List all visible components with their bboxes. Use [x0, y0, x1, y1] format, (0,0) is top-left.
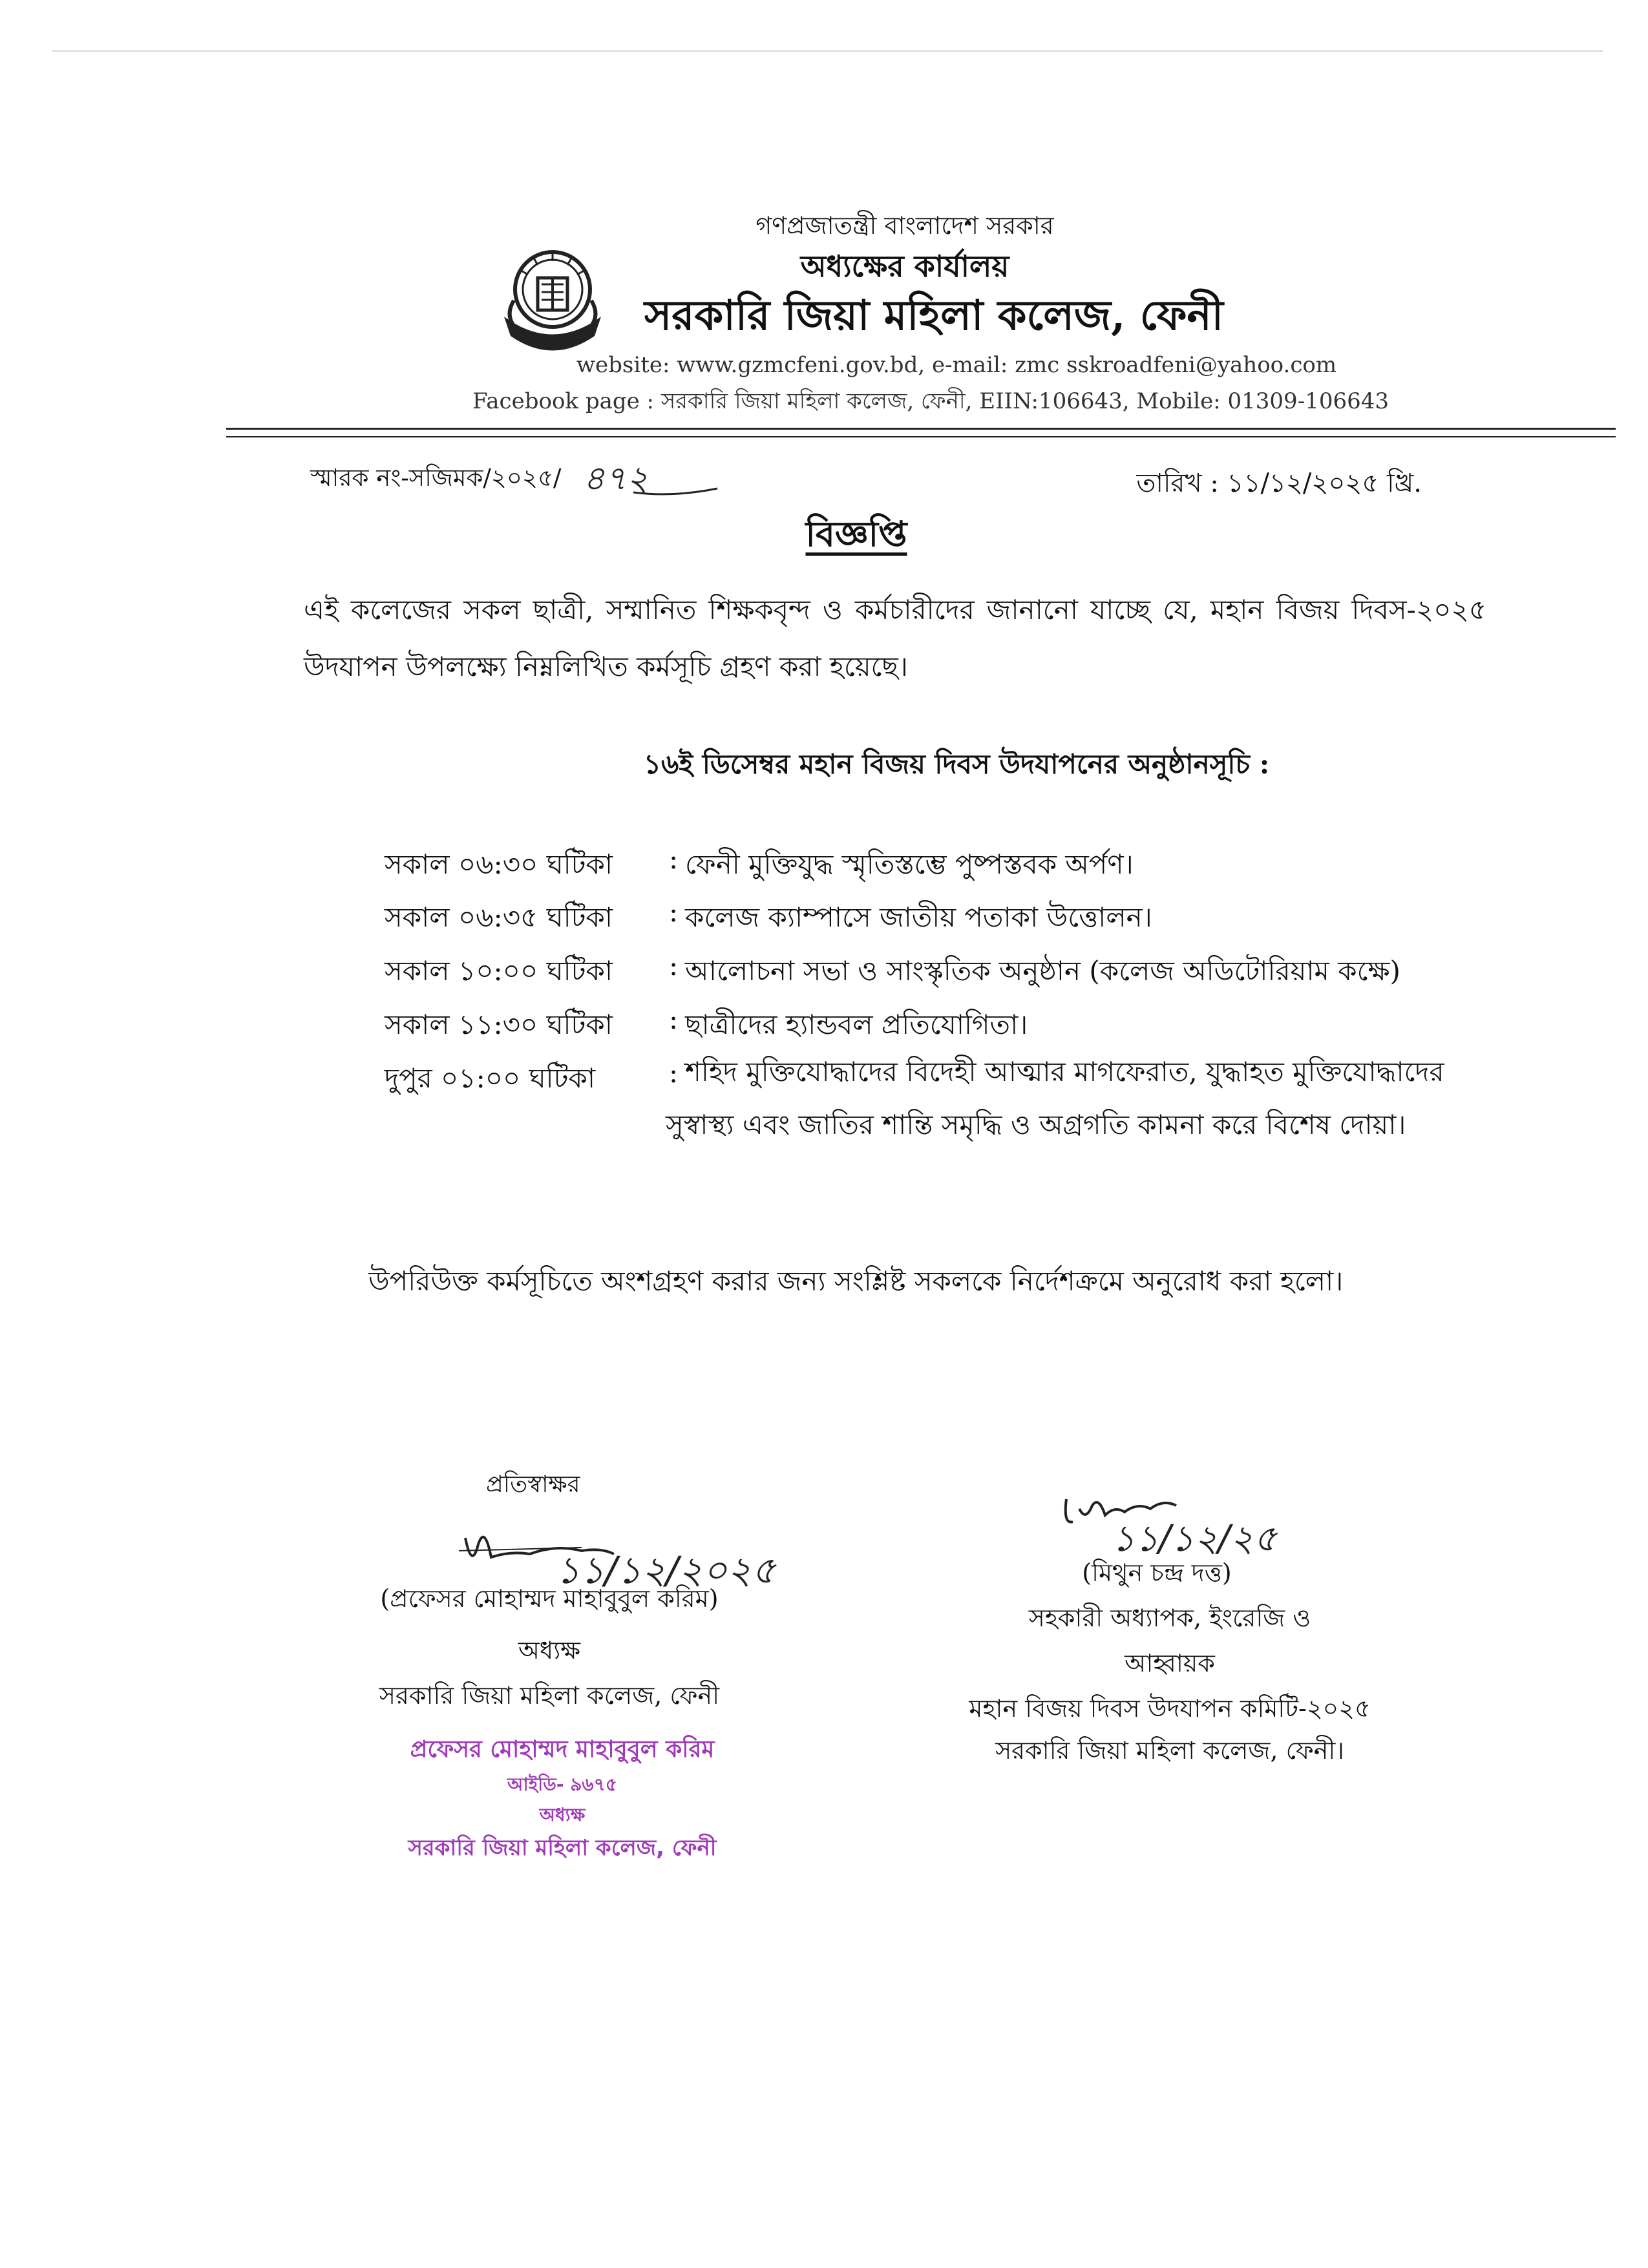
- facebook-line: Facebook page : সরকারি জিয়া মহিলা কলেজ, ফেনী, EIIN:106643, Mobile: 01309-106643: [472, 388, 1389, 414]
- schedule-title: ১৬ই ডিসেম্বর মহান বিজয় দিবস উদযাপনের অনুষ্ঠানসূচি :: [643, 748, 1270, 780]
- stamp-id: আইডি- ৯৬৭৫: [507, 1774, 617, 1795]
- college-name: সরকারি জিয়া মহিলা কলেজ, ফেনী: [644, 291, 1223, 340]
- schedule-colon: :: [669, 1003, 679, 1035]
- convener-organization: সরকারি জিয়া মহিলা কলেজ, ফেনী।: [995, 1736, 1344, 1765]
- intro-paragraph: এই কলেজের সকল ছাত্রী, সম্মানিত শিক্ষকবৃন্দ ও কর্মচারীদের জানানো যাচ্ছে যে, মহান বিজয় দিবস-২০২৫ উদযাপন উপলক্ষ্যে নিম্নলিখিত কর্মসূচি গ্রহণ করা হয়েছে।: [304, 594, 1486, 682]
- schedule-time: সকাল ১১:৩০ ঘটিকা: [385, 1009, 613, 1040]
- convener-designation: সহকারী অধ্যাপক, ইংরেজি ও: [1028, 1604, 1311, 1632]
- notice-date: তারিখ : ১১/১২/২০২৫ খ্রি.: [1136, 468, 1422, 498]
- header-divider-secondary: [226, 436, 1616, 437]
- convener-name: (মিথুন চন্দ্র দত্ত): [1082, 1559, 1232, 1587]
- schedule-time: সকাল ০৬:৩৫ ঘটিকা: [385, 901, 613, 933]
- schedule-desc: শহিদ মুক্তিযোদ্ধাদের বিদেহী আত্মার মাগফেরাত, যুদ্ধাহত মুক্তিযোদ্ধাদের সুস্বাস্থ্য এবং জাতির শান্তি সমৃদ্ধি ও অগ্রগতি কামনা করে বিশেষ দোয়া।: [666, 1056, 1444, 1140]
- schedule-desc: আলোচনা সভা ও সাংস্কৃতিক অনুষ্ঠান (কলেজ অডিটোরিয়াম কক্ষে): [685, 955, 1400, 987]
- schedule-colon: :: [669, 896, 679, 928]
- office-title: অধ্যক্ষের কার্যালয়: [800, 249, 1009, 284]
- request-paragraph: উপরিউক্ত কর্মসূচিতে অংশগ্রহণ করার জন্য সংশ্লিষ্ট সকলকে নির্দেশক্রমে অনুরোধ করা হলো।: [368, 1265, 1344, 1297]
- principal-designation: অধ্যক্ষ: [518, 1636, 580, 1664]
- memo-underline-stroke: [633, 483, 724, 503]
- header-divider: [226, 428, 1616, 430]
- principal-stamp: [362, 1732, 763, 1868]
- memo-label: স্মারক নং-সজিমক/২০২৫/: [310, 464, 562, 492]
- schedule-desc: ফেনী মুক্তিযুদ্ধ স্মৃতিস্তম্ভে পুষ্পস্তবক অর্পণ।: [685, 848, 1134, 880]
- convener-signature-date: ১১/১২/২৫: [1112, 1518, 1277, 1557]
- schedule-time: সকাল ১০:০০ ঘটিকা: [385, 955, 613, 987]
- schedule-colon: :: [669, 950, 679, 982]
- notice-title: বিজ্ঞপ্তি: [805, 513, 907, 554]
- stamp-name: প্রফেসর মোহাম্মদ মাহাবুবুল করিম: [410, 1736, 715, 1763]
- principal-organization: সরকারি জিয়া মহিলা কলেজ, ফেনী: [379, 1681, 720, 1710]
- schedule-desc: কলেজ ক্যাম্পাসে জাতীয় পতাকা উত্তোলন।: [685, 901, 1152, 933]
- stamp-organization: সরকারি জিয়া মহিলা কলেজ, ফেনী: [408, 1835, 717, 1861]
- website-line: website: www.gzmcfeni.gov.bd, e-mail: zmc sskroadfeni@yahoo.com: [576, 352, 1337, 378]
- principal-signature: [452, 1518, 788, 1590]
- schedule-time: দুপুর ০১:০০ ঘটিকা: [385, 1062, 596, 1094]
- schedule-time: সকাল ০৬:৩০ ঘটিকা: [385, 848, 613, 880]
- government-title: গণপ্রজাতন্ত্রী বাংলাদেশ সরকার: [755, 211, 1054, 240]
- stamp-designation: অধ্যক্ষ: [539, 1804, 586, 1825]
- scan-edge-line: [52, 50, 1603, 52]
- memo-number: ৪৭২: [583, 459, 649, 498]
- schedule-colon: :: [669, 843, 679, 875]
- principal-signature-date: ১১/১২/২০২৫: [556, 1548, 776, 1590]
- convener-committee: মহান বিজয় দিবস উদযাপন কমিটি-২০২৫: [969, 1694, 1371, 1723]
- convener-signature: [1041, 1486, 1312, 1557]
- convener-role: আহ্বায়ক: [1125, 1649, 1215, 1677]
- schedule-colon: :: [669, 1057, 679, 1089]
- principal-name: (প্রফেসর মোহাম্মদ মাহাবুবুল করিম): [380, 1584, 719, 1613]
- schedule-desc: ছাত্রীদের হ্যান্ডবল প্রতিযোগিতা।: [685, 1009, 1028, 1040]
- countersign-label: প্রতিস্বাক্ষর: [486, 1471, 580, 1498]
